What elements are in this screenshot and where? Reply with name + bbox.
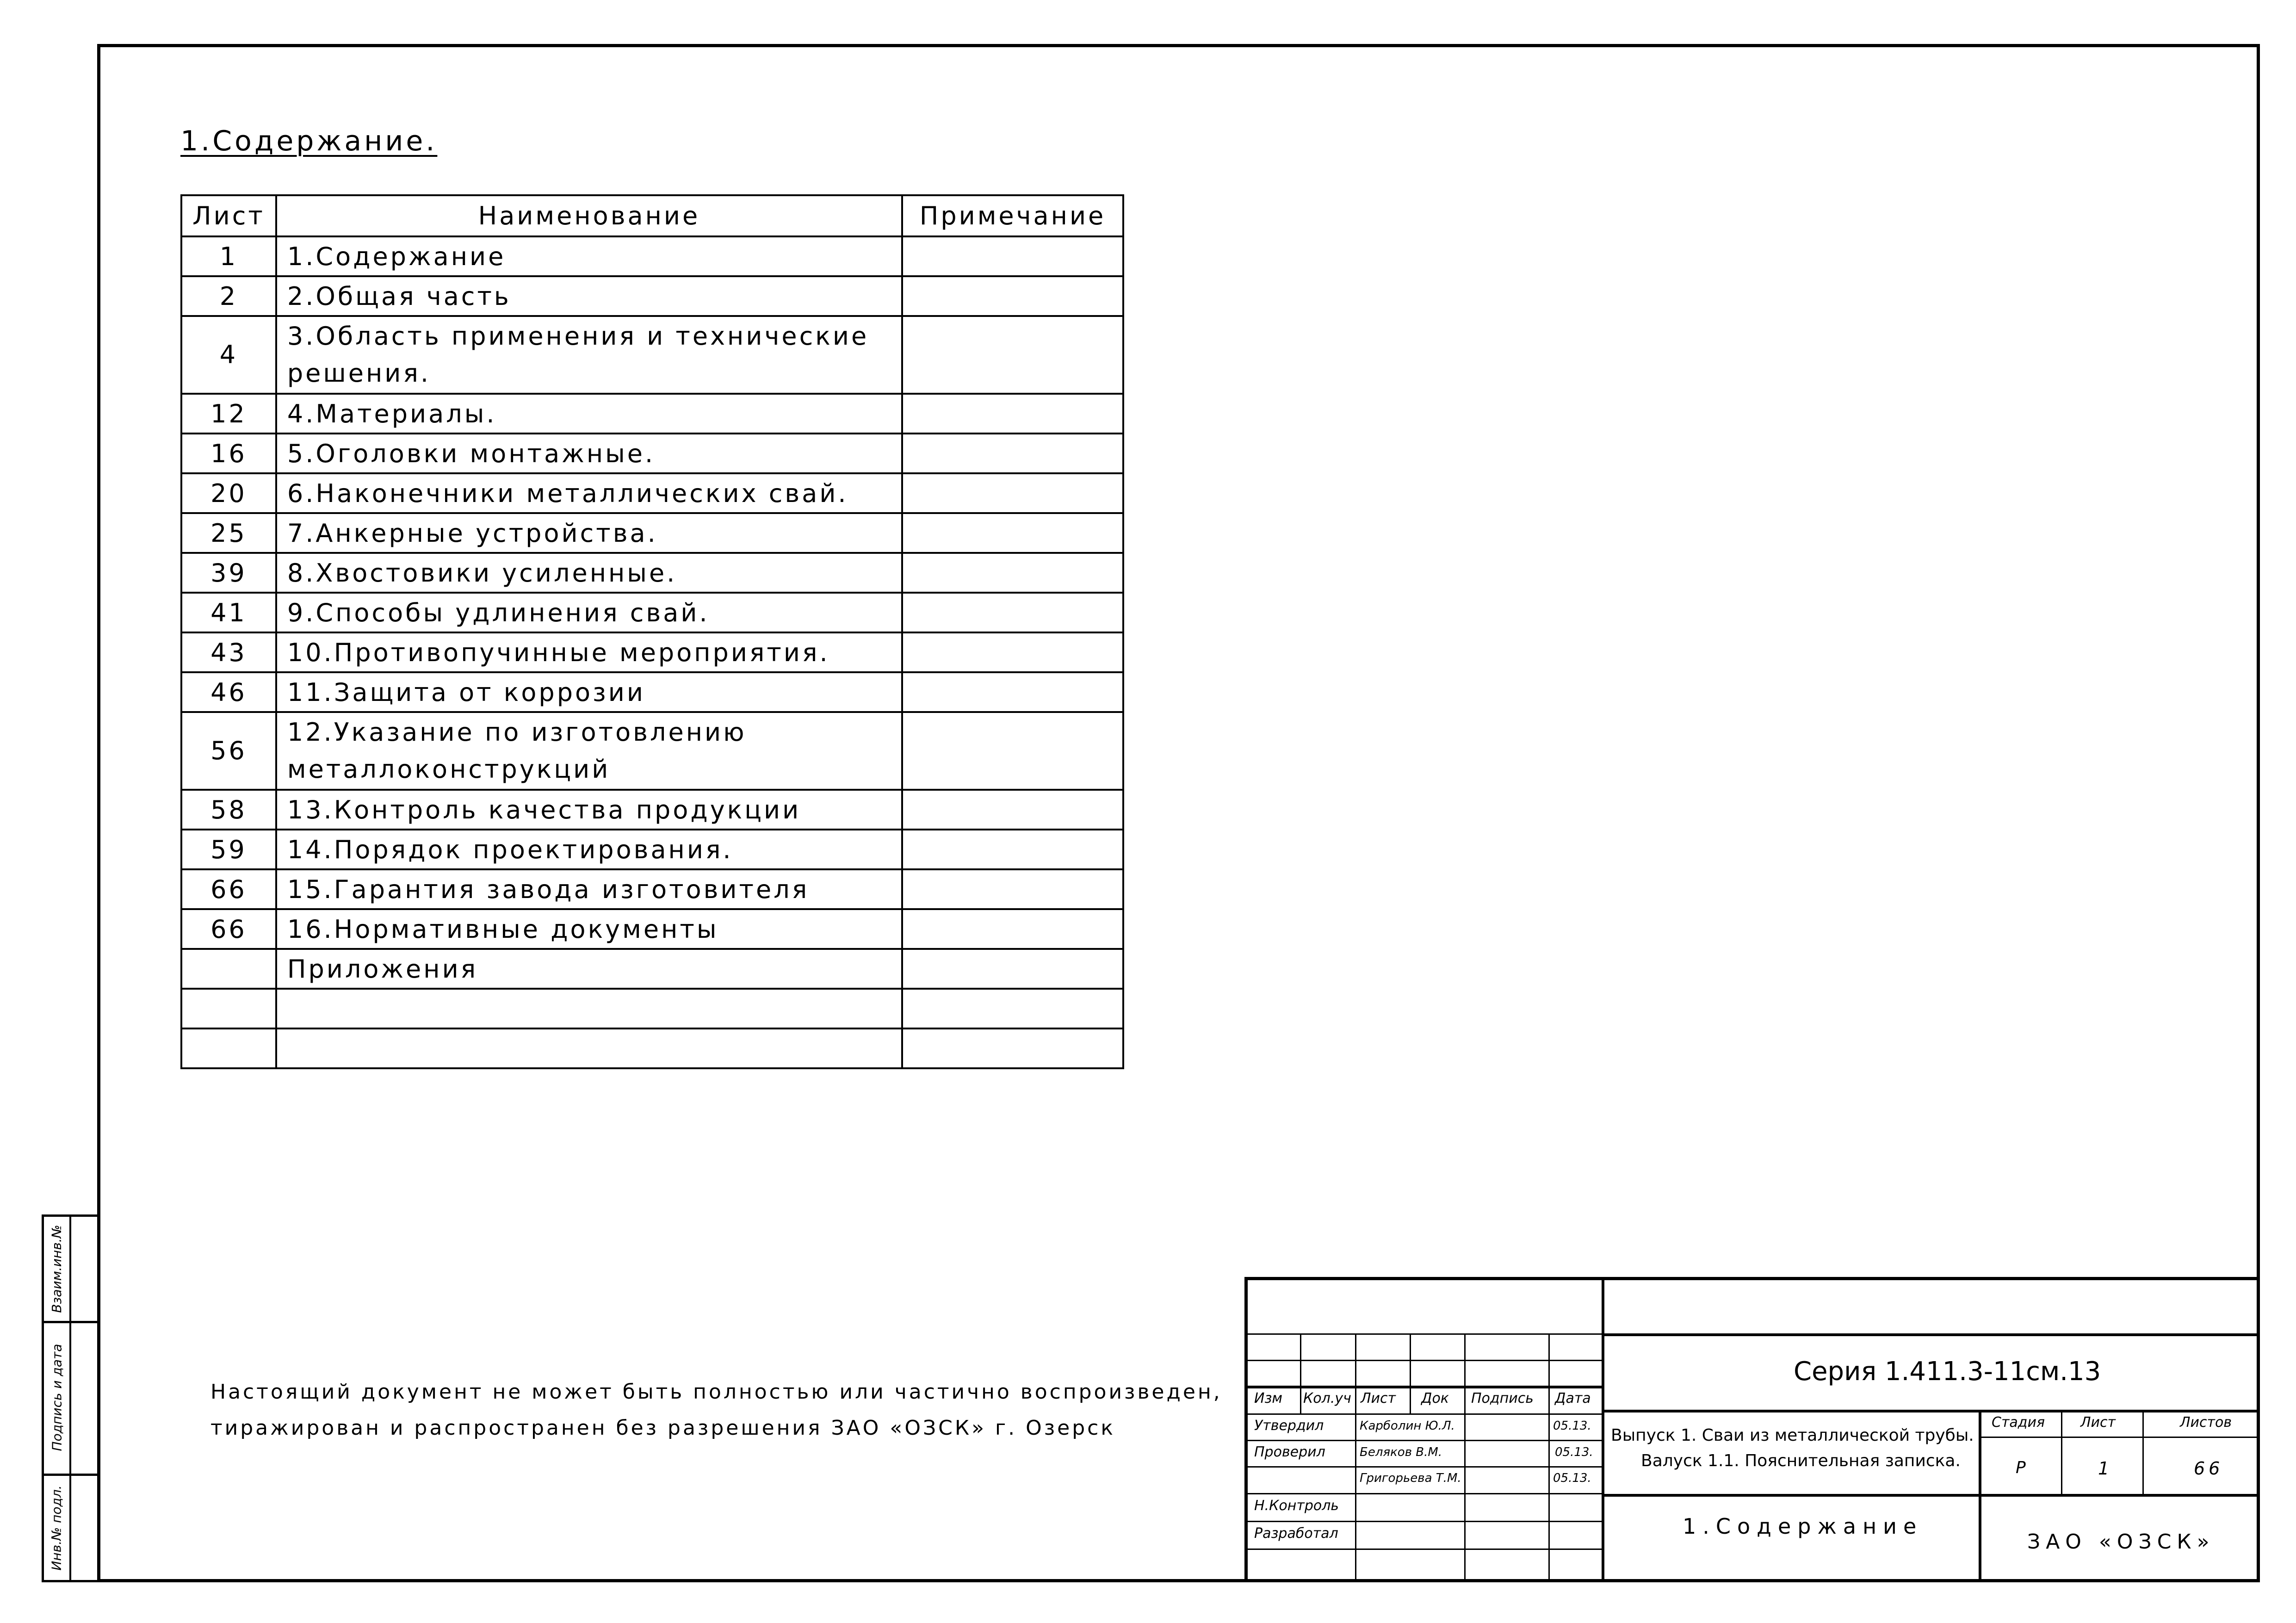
tb-sign-date: 05.13.: [1553, 1471, 1591, 1485]
company-name: ЗАО «ОЗСК»: [2027, 1530, 2215, 1554]
sheet-value: 1: [2098, 1458, 2110, 1479]
table-row: [181, 276, 1123, 316]
side-stamp-strip: [42, 1214, 97, 1582]
tb-line: [1355, 1333, 1356, 1579]
side-stamp-signature-date: Подпись и дата: [49, 1344, 64, 1451]
name-cell: 3.Область применения и технические решения.: [276, 316, 902, 394]
note-cell: [902, 632, 1123, 672]
name-cell: 7.Анкерные устройства.: [276, 513, 902, 553]
note-cell: [902, 553, 1123, 593]
sheets-label: Листов: [2180, 1414, 2232, 1431]
side-stamp-exchange: Взаим.инв.№: [49, 1225, 65, 1313]
tb-line: [1602, 1280, 1604, 1579]
name-cell: 2.Общая часть: [276, 276, 902, 316]
table-row: [181, 553, 1123, 593]
tb-line: [2061, 1410, 2062, 1495]
sheet-cell: 20: [181, 473, 276, 513]
tb-column-label: Лист: [1361, 1390, 1396, 1406]
notice-line: Настоящий документ не может быть полностью или частично воспроизведен,: [210, 1380, 1222, 1404]
stage-value: Р: [2016, 1458, 2026, 1477]
table-row: [181, 790, 1123, 830]
table-row: [181, 236, 1123, 276]
tb-column-label: Подпись: [1471, 1390, 1534, 1406]
sheet-cell: 41: [181, 593, 276, 632]
note-cell: [902, 790, 1123, 830]
tb-line: [1548, 1333, 1550, 1579]
document-title: 1.Содержание: [1683, 1514, 1923, 1539]
title-block: [1244, 1277, 2260, 1582]
table-row: [181, 672, 1123, 712]
issue-line: Выпуск 1. Сваи из металлической трубы.: [1611, 1426, 1974, 1445]
note-cell: [902, 869, 1123, 909]
note-cell: [902, 316, 1123, 394]
name-cell: 16.Нормативные документы: [276, 909, 902, 949]
table-row: [181, 869, 1123, 909]
note-cell: [902, 473, 1123, 513]
table-row: [181, 1028, 1123, 1068]
note-cell: [902, 909, 1123, 949]
table-row: [181, 473, 1123, 513]
series-label: Серия 1.411.3-11см.13: [1794, 1357, 2101, 1387]
sheet-cell: [181, 1028, 276, 1068]
tb-line: [1410, 1333, 1411, 1414]
tb-role: Разработал: [1254, 1525, 1338, 1542]
note-cell: [902, 236, 1123, 276]
tb-signer-name: Беляков В.М.: [1360, 1445, 1442, 1459]
tb-column-label: Изм: [1254, 1390, 1283, 1406]
sheet-cell: 66: [181, 909, 276, 949]
name-cell: 14.Порядок проектирования.: [276, 830, 902, 869]
tb-line: [1602, 1410, 2257, 1412]
sheet-cell: 56: [181, 712, 276, 790]
tb-line: [1300, 1333, 1301, 1414]
column-header-name: Наименование: [276, 195, 902, 236]
tb-role: Утвердил: [1254, 1418, 1324, 1434]
table-row: [181, 712, 1123, 790]
note-cell: [902, 830, 1123, 869]
note-cell: [902, 1028, 1123, 1068]
sheet-cell: 66: [181, 869, 276, 909]
tb-signer-name: Карболин Ю.Л.: [1360, 1419, 1455, 1433]
sheet-cell: 4: [181, 316, 276, 394]
name-cell: Приложения: [276, 949, 902, 989]
contents-table: [180, 194, 1124, 1069]
sheets-value: 66: [2194, 1458, 2224, 1479]
column-header-sheet: Лист: [181, 195, 276, 236]
column-header-note: Примечание: [902, 195, 1123, 236]
tb-sign-date: 05.13.: [1555, 1445, 1593, 1459]
note-cell: [902, 989, 1123, 1028]
name-cell: 4.Материалы.: [276, 394, 902, 434]
tb-line: [1979, 1437, 2257, 1438]
tb-line: [2142, 1410, 2144, 1495]
note-cell: [902, 434, 1123, 473]
name-cell: [276, 989, 902, 1028]
tb-line: [1464, 1333, 1466, 1579]
table-row: [181, 989, 1123, 1028]
name-cell: 11.Защита от коррозии: [276, 672, 902, 712]
sheet-cell: 1: [181, 236, 276, 276]
table-row: [181, 316, 1123, 394]
table-row: [181, 632, 1123, 672]
side-strip-divider: [69, 1217, 71, 1580]
note-cell: [902, 949, 1123, 989]
tb-role: Н.Контроль: [1254, 1498, 1339, 1514]
notice-line: тиражирован и распространен без разрешения ЗАО «ОЗСК» г. Озерск: [210, 1416, 1115, 1440]
table-row: [181, 909, 1123, 949]
sheet-cell: 16: [181, 434, 276, 473]
sheet-cell: [181, 989, 276, 1028]
table-row: [181, 949, 1123, 989]
name-cell: [276, 1028, 902, 1068]
note-cell: [902, 712, 1123, 790]
sheet-cell: 39: [181, 553, 276, 593]
tb-column-label: Док: [1421, 1390, 1449, 1406]
table-row: [181, 394, 1123, 434]
side-stamp-original-inventory: Инв.№ подл.: [49, 1485, 64, 1571]
sheet-cell: 12: [181, 394, 276, 434]
note-cell: [902, 593, 1123, 632]
name-cell: 12.Указание по изготовлению металлоконструкций: [276, 712, 902, 790]
note-cell: [902, 513, 1123, 553]
sheet-cell: 58: [181, 790, 276, 830]
sheet-cell: 43: [181, 632, 276, 672]
sheet-cell: 46: [181, 672, 276, 712]
tb-signer-name: Григорьева Т.М.: [1360, 1471, 1461, 1485]
table-row: [181, 830, 1123, 869]
tb-column-label: Дата: [1555, 1390, 1591, 1406]
name-cell: 13.Контроль качества продукции: [276, 790, 902, 830]
sheet-cell: [181, 949, 276, 989]
note-cell: [902, 394, 1123, 434]
tb-role: Проверил: [1254, 1444, 1325, 1460]
name-cell: 15.Гарантия завода изготовителя: [276, 869, 902, 909]
table-row: [181, 513, 1123, 553]
sheet-cell: 25: [181, 513, 276, 553]
name-cell: 10.Противопучинные мероприятия.: [276, 632, 902, 672]
sheet-cell: 2: [181, 276, 276, 316]
name-cell: 5.Оголовки монтажные.: [276, 434, 902, 473]
stage-label: Стадия: [1992, 1414, 2045, 1431]
tb-line: [1602, 1333, 2257, 1336]
name-cell: 8.Хвостовики усиленные.: [276, 553, 902, 593]
sheet-label: Лист: [2080, 1414, 2116, 1431]
table-header-row: [181, 195, 1123, 236]
tb-line: [1602, 1494, 2257, 1497]
name-cell: 1.Содержание: [276, 236, 902, 276]
table-row: [181, 434, 1123, 473]
tb-sign-date: 05.13.: [1553, 1419, 1591, 1433]
tb-column-label: Кол.уч: [1303, 1390, 1351, 1406]
sheet-cell: 59: [181, 830, 276, 869]
table-row: [181, 593, 1123, 632]
issue-line: Валуск 1.1. Пояснительная записка.: [1641, 1451, 1961, 1470]
copyright-notice: [210, 1374, 1367, 1446]
note-cell: [902, 672, 1123, 712]
name-cell: 6.Наконечники металлических свай.: [276, 473, 902, 513]
name-cell: 9.Способы удлинения свай.: [276, 593, 902, 632]
note-cell: [902, 276, 1123, 316]
page-title: 1.Содержание.: [180, 125, 438, 157]
